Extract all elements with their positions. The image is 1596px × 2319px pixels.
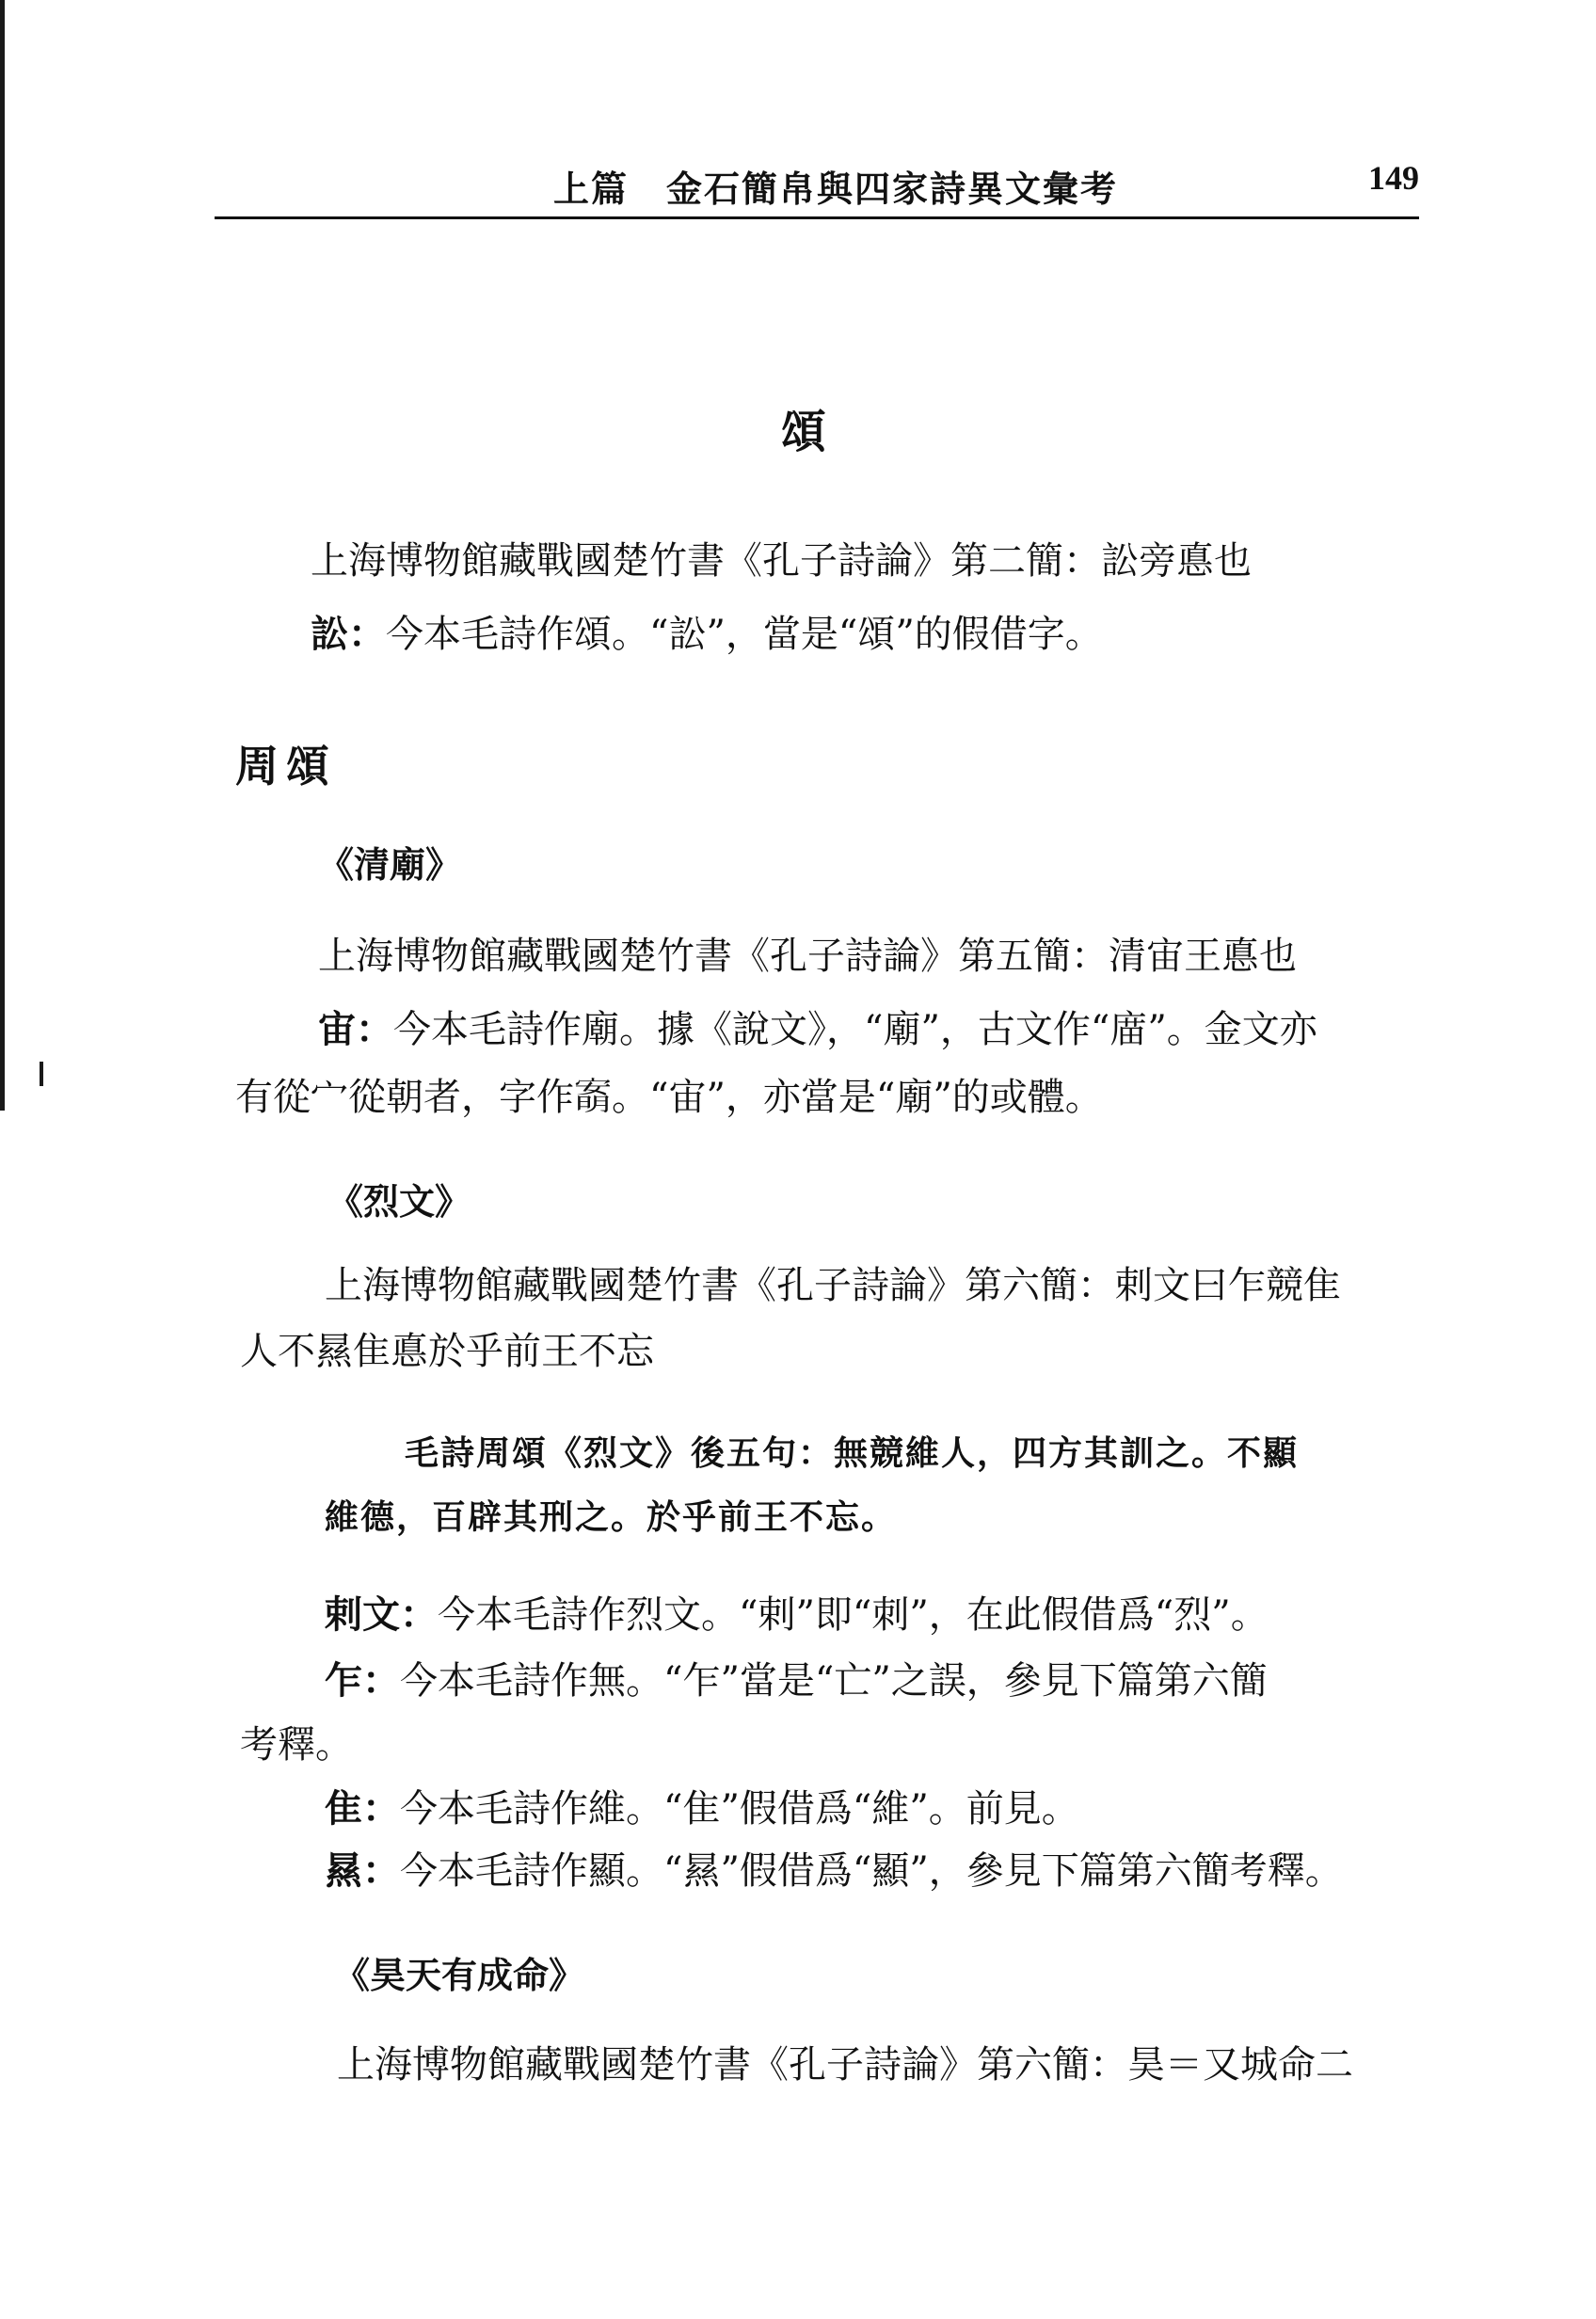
note-text: 今本毛詩作顯。“㬎”假借爲“顯”，參見下篇第六簡考釋。 <box>400 1849 1343 1893</box>
note-term: 隹： <box>325 1786 400 1831</box>
note-text: 今本毛詩作無。“乍”當是“亡”之誤，參見下篇第六簡 <box>400 1659 1268 1703</box>
poem-source-liewen-continued: 人不㬎隹悳於乎前王不忘 <box>240 1330 654 1373</box>
section-source: 上海博物館藏戰國楚竹書《孔子詩論》第二簡：訟旁悳也 <box>311 539 1252 583</box>
note-text: 今本毛詩作廟。據《說文》，“廟”，古文作“庿”。金文亦 <box>393 1008 1317 1051</box>
note-line <box>325 1656 1268 1705</box>
note-term: 宙： <box>318 1007 393 1051</box>
header-rule <box>215 216 1419 219</box>
note-text: 今本毛詩作頌。“訟”，當是“頌”的假借字。 <box>386 613 1103 656</box>
note-term: 乍： <box>325 1658 400 1703</box>
page-header <box>215 151 1419 226</box>
poem-source-liewen: 上海博物館藏戰國楚竹書《孔子詩論》第六簡：剌文曰乍競隹 <box>325 1264 1341 1307</box>
quotation-line: 維德，百辟其刑之。於乎前王不忘。 <box>325 1497 898 1537</box>
subsection-title: 周頌 <box>235 741 337 792</box>
section-note <box>311 610 1103 659</box>
page-number: 149 <box>1368 159 1419 197</box>
note-text: 今本毛詩作烈文。“剌”即“刺”，在此假借爲“烈”。 <box>438 1593 1269 1637</box>
note-line <box>325 1784 1079 1833</box>
note-term: 㬎： <box>325 1848 400 1893</box>
scan-mark <box>40 1062 43 1086</box>
note-line <box>318 1005 1317 1054</box>
note-line-continued: 有從宀從朝者，字作𡪙。“宙”，亦當是“廟”的或體。 <box>235 1076 1103 1119</box>
poem-title-haotian: 《昊天有成命》 <box>334 1954 585 1996</box>
running-title: 上篇 金石簡帛與四家詩異文彙考 <box>553 168 1119 210</box>
scan-left-edge <box>0 0 5 1111</box>
note-line <box>325 1591 1269 1639</box>
note-term: 剌文： <box>325 1592 438 1637</box>
poem-source-qingmiao: 上海博物館藏戰國楚竹書《孔子詩論》第五簡：清宙王悳也 <box>318 935 1297 978</box>
poem-source-haotian: 上海博物館藏戰國楚竹書《孔子詩論》第六簡：昊＝又城命二 <box>337 2043 1353 2087</box>
note-term: 訟： <box>311 612 386 656</box>
poem-title-qingmiao: 《清廟》 <box>318 843 462 886</box>
section-title: 頌 <box>781 406 827 458</box>
note-text: 今本毛詩作維。“隹”假借爲“維”。前見。 <box>400 1787 1079 1831</box>
note-line-continued: 考釋。 <box>240 1723 353 1767</box>
note-line <box>325 1847 1343 1895</box>
quotation-line: 毛詩周頌《烈文》後五句：無競維人，四方其訓之。不顯 <box>405 1433 1300 1473</box>
poem-title-liewen: 《烈文》 <box>327 1180 471 1223</box>
